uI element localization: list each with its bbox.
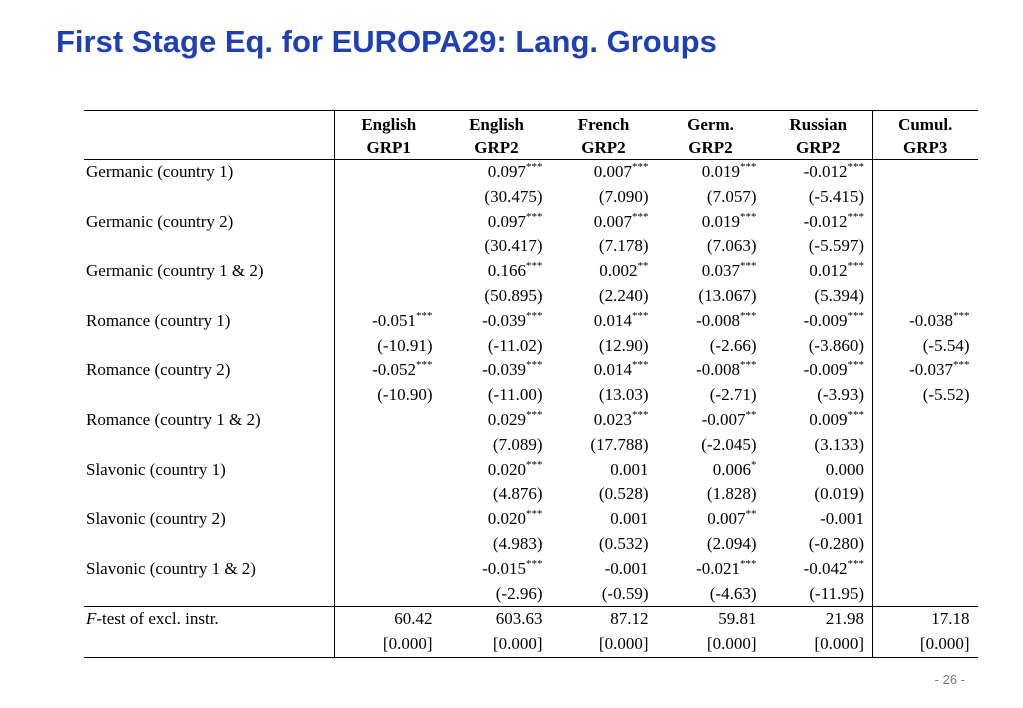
t-statistic-cell: (4.983) (492, 533, 543, 553)
coefficient-value: 0.020 (487, 459, 526, 479)
coefficient-value: -0.015 (482, 558, 526, 578)
t-statistic-cell: (5.394) (814, 285, 864, 305)
ftest-pvalue: [0.000] (765, 632, 873, 657)
t-statistic-cell: (2.094) (706, 533, 757, 553)
coefficient-cell (657, 458, 765, 483)
t-statistic-cell (335, 582, 443, 607)
coefficient-value: -0.038 (909, 310, 953, 330)
ftest-value: 59.81 (657, 607, 765, 632)
table-row-tstat (84, 185, 978, 210)
coefficient-cell (335, 557, 443, 582)
t-statistic-cell: (3.133) (814, 434, 864, 454)
coefficient-cell (443, 160, 551, 185)
ftest-pvalue: [0.000] (657, 632, 765, 657)
t-statistic-cell: (-4.63) (709, 583, 757, 603)
table-row-tstat (84, 433, 978, 458)
t-statistic-cell: (-0.280) (808, 533, 864, 553)
significance-stars: *** (847, 210, 864, 223)
significance-stars: *** (740, 309, 757, 322)
t-statistic-cell: (17.788) (590, 434, 649, 454)
t-statistic-cell: (-2.96) (495, 583, 543, 603)
ftest-pvalue: [0.000] (551, 632, 657, 657)
coefficient-value: -0.001 (820, 509, 864, 529)
coefficient-cell (443, 557, 551, 582)
t-statistic-cell: (-2.66) (709, 335, 757, 355)
t-statistic-cell: (7.063) (706, 236, 757, 256)
row-label-spacer (84, 185, 335, 210)
coefficient-value: -0.037 (909, 360, 953, 380)
coefficient-cell (765, 259, 873, 284)
t-statistic-cell: (-3.93) (817, 385, 864, 405)
t-statistic-cell (335, 234, 443, 259)
significance-stars: *** (740, 210, 757, 223)
coefficient-cell (551, 358, 657, 383)
coefficient-cell (657, 309, 765, 334)
t-statistic-cell: (-0.59) (601, 583, 649, 603)
t-statistic-cell: (1.828) (706, 484, 757, 504)
t-statistic-cell: (-10.91) (335, 334, 443, 359)
significance-stars: ** (745, 508, 757, 521)
coefficient-value: -0.021 (696, 558, 740, 578)
t-statistic-cell: (-11.02) (487, 335, 543, 355)
coefficient-value: 0.020 (487, 509, 526, 529)
t-statistic-cell (873, 234, 978, 259)
significance-stars: *** (632, 161, 649, 173)
t-statistic-cell (873, 185, 978, 210)
row-label-spacer (84, 532, 335, 557)
coefficient-value: 0.029 (487, 409, 526, 429)
coefficient-cell (443, 210, 551, 235)
column-header-line1: Cumul. (873, 111, 978, 137)
coefficient-cell (873, 458, 978, 483)
coefficient-cell (335, 408, 443, 433)
row-label: Slavonic (country 2) (86, 509, 226, 529)
significance-stars: *** (526, 359, 543, 372)
table-row-tstat (84, 234, 978, 259)
column-header-line1: English (335, 111, 443, 137)
column-header-line2: GRP2 (796, 138, 841, 157)
row-label-spacer (84, 482, 335, 507)
coefficient-cell (657, 210, 765, 235)
coefficient-value: -0.008 (696, 360, 740, 380)
significance-stars: * (751, 458, 757, 471)
coefficient-value: -0.008 (696, 310, 740, 330)
coefficient-cell (873, 259, 978, 284)
coefficient-value: 0.023 (593, 409, 632, 429)
t-statistic-cell (873, 284, 978, 309)
ftest-label-italic: F (86, 609, 97, 629)
column-header-line1: Russian (765, 111, 873, 137)
significance-stars: *** (526, 260, 543, 273)
significance-stars: *** (953, 309, 970, 322)
coefficient-cell (551, 458, 657, 483)
table-row (84, 358, 978, 383)
significance-stars: *** (632, 408, 649, 421)
row-label: Romance (country 1) (86, 310, 231, 330)
significance-stars: *** (526, 508, 543, 521)
coefficient-value: -0.007 (701, 409, 746, 429)
significance-stars: *** (526, 210, 543, 223)
coefficient-value: -0.001 (604, 558, 649, 578)
t-statistic-cell: (4.876) (492, 484, 543, 504)
row-label: Germanic (country 1 & 2) (86, 261, 264, 281)
coefficient-cell (443, 408, 551, 433)
table-row-tstat (84, 284, 978, 309)
table-row (84, 408, 978, 433)
t-statistic-cell: (-2.71) (709, 385, 757, 405)
coefficient-value: 0.019 (701, 211, 740, 231)
coefficient-value: 0.097 (487, 211, 526, 231)
t-statistic-cell: (0.019) (814, 484, 864, 504)
significance-stars: *** (416, 309, 433, 322)
column-header-line1: Germ. (657, 111, 765, 137)
t-statistic-cell (873, 582, 978, 607)
ftest-value: 603.63 (443, 607, 551, 632)
coefficient-cell (335, 210, 443, 235)
significance-stars: *** (632, 309, 649, 322)
column-header-line2: GRP2 (581, 138, 626, 157)
ftest-value: 87.12 (551, 607, 657, 632)
coefficient-value: -0.039 (482, 360, 526, 380)
table-row (84, 507, 978, 532)
column-header-line1: French (551, 111, 657, 137)
t-statistic-cell: (7.089) (492, 434, 543, 454)
t-statistic-cell: (13.067) (698, 285, 757, 305)
row-label: Slavonic (country 1 & 2) (86, 558, 256, 578)
coefficient-cell (657, 259, 765, 284)
ftest-value: 60.42 (335, 607, 443, 632)
ftest-pvalue: [0.000] (335, 632, 443, 657)
significance-stars: *** (526, 408, 543, 421)
t-statistic-cell: (-5.52) (873, 383, 978, 408)
coefficient-value: 0.097 (487, 162, 526, 181)
table-row-tstat (84, 383, 978, 408)
table-row-tstat (84, 582, 978, 607)
t-statistic-cell: (-5.597) (808, 236, 864, 256)
coefficient-cell (443, 259, 551, 284)
t-statistic-cell: (-5.415) (808, 186, 864, 206)
slide-title: First Stage Eq. for EUROPA29: Lang. Groups (56, 24, 717, 59)
coefficient-cell (765, 210, 873, 235)
ftest-label-rest: -test of excl. instr. (96, 609, 219, 629)
ftest-value: 21.98 (765, 607, 873, 632)
t-statistic-cell: (-2.045) (701, 434, 757, 454)
coefficient-cell (443, 309, 551, 334)
ftest-label-spacer (84, 632, 335, 657)
t-statistic-cell: (-3.860) (808, 335, 864, 355)
coefficient-cell (765, 458, 873, 483)
ftest-label (84, 607, 335, 632)
t-statistic-cell: (-10.90) (335, 383, 443, 408)
coefficient-value: 0.001 (610, 459, 649, 479)
row-label-spacer (84, 234, 335, 259)
coefficient-cell (443, 458, 551, 483)
coefficient-cell (443, 358, 551, 383)
significance-stars: *** (416, 359, 433, 372)
table-row-tstat (84, 334, 978, 359)
coefficient-value: -0.012 (803, 162, 848, 181)
significance-stars: *** (632, 210, 649, 223)
significance-stars: *** (740, 359, 757, 372)
table-row (84, 458, 978, 483)
coefficient-cell (551, 309, 657, 334)
significance-stars: *** (847, 309, 864, 322)
t-statistic-cell: (-5.54) (873, 334, 978, 359)
significance-stars: *** (632, 359, 649, 372)
significance-stars: *** (953, 359, 970, 372)
significance-stars: *** (526, 458, 543, 471)
significance-stars: *** (847, 408, 864, 421)
row-label: Germanic (country 2) (86, 211, 234, 231)
column-header-line2: GRP3 (873, 136, 978, 160)
coefficient-value: 0.037 (701, 261, 740, 281)
header-corner-lower (84, 136, 335, 160)
row-label-spacer (84, 334, 335, 359)
coefficient-cell (657, 507, 765, 532)
page-number: - 26 - (934, 672, 965, 687)
coefficient-cell (443, 507, 551, 532)
t-statistic-cell: (13.03) (598, 385, 649, 405)
coefficient-cell (765, 358, 873, 383)
coefficient-cell (551, 507, 657, 532)
coefficient-cell (657, 408, 765, 433)
coefficient-value: 0.166 (487, 261, 526, 281)
coefficient-value: -0.012 (803, 211, 848, 231)
ftest-pvalue: [0.000] (873, 632, 978, 657)
row-label-spacer (84, 284, 335, 309)
significance-stars: *** (526, 161, 543, 173)
t-statistic-cell (335, 532, 443, 557)
t-statistic-cell (873, 532, 978, 557)
coefficient-cell (657, 160, 765, 185)
coefficient-cell (765, 408, 873, 433)
significance-stars: ** (745, 408, 757, 421)
significance-stars: *** (847, 260, 864, 273)
row-label: Slavonic (country 1) (86, 459, 226, 479)
first-stage-results-table (84, 110, 978, 658)
coefficient-cell (335, 507, 443, 532)
t-statistic-cell: (-11.00) (487, 385, 543, 405)
coefficient-value: 0.009 (809, 409, 848, 429)
table-row (84, 259, 978, 284)
significance-stars: *** (847, 359, 864, 372)
t-statistic-cell: (12.90) (598, 335, 649, 355)
table-row (84, 557, 978, 582)
t-statistic-cell: (2.240) (598, 285, 649, 305)
coefficient-cell (335, 160, 443, 185)
coefficient-cell (335, 358, 443, 383)
coefficient-cell (873, 309, 978, 334)
coefficient-value: 0.001 (610, 509, 649, 529)
t-statistic-cell (335, 482, 443, 507)
coefficient-value: 0.002 (599, 261, 638, 281)
significance-stars: *** (740, 557, 757, 570)
coefficient-cell (551, 160, 657, 185)
coefficient-cell (873, 507, 978, 532)
t-statistic-cell: (-11.95) (809, 583, 864, 603)
coefficient-value: 0.007 (593, 162, 632, 181)
coefficient-value: -0.052 (372, 360, 416, 380)
t-statistic-cell: (0.532) (598, 533, 649, 553)
t-statistic-cell: (7.090) (598, 186, 649, 206)
column-header-line1: English (443, 111, 551, 137)
t-statistic-cell (335, 284, 443, 309)
row-label: Germanic (country 1) (84, 160, 335, 185)
ftest-row (84, 607, 978, 632)
row-label-spacer (84, 433, 335, 458)
table-row (84, 210, 978, 235)
coefficient-cell (873, 557, 978, 582)
coefficient-cell (551, 557, 657, 582)
coefficient-cell (551, 259, 657, 284)
coefficient-value: -0.009 (803, 360, 848, 380)
coefficient-value: -0.039 (482, 310, 526, 330)
table-row-tstat (84, 532, 978, 557)
row-label-spacer (84, 582, 335, 607)
coefficient-value: 0.019 (701, 162, 740, 181)
coefficient-value: 0.014 (593, 310, 632, 330)
significance-stars: *** (847, 161, 864, 173)
significance-stars: *** (526, 557, 543, 570)
coefficient-cell (873, 358, 978, 383)
significance-stars: ** (637, 260, 649, 273)
coefficient-cell (873, 160, 978, 185)
t-statistic-cell: (30.417) (484, 236, 543, 256)
coefficient-value: 0.007 (707, 509, 746, 529)
t-statistic-cell: (0.528) (598, 484, 649, 504)
column-header-line2: GRP2 (474, 138, 519, 157)
coefficient-value: -0.009 (803, 310, 848, 330)
coefficient-cell (765, 507, 873, 532)
significance-stars: *** (740, 161, 757, 173)
coefficient-cell (657, 557, 765, 582)
coefficient-value: -0.051 (372, 310, 416, 330)
table-row (84, 160, 978, 185)
t-statistic-cell: (7.178) (598, 236, 649, 256)
row-label-spacer (84, 383, 335, 408)
coefficient-value: 0.012 (809, 261, 848, 281)
table-row-tstat (84, 482, 978, 507)
significance-stars: *** (847, 557, 864, 570)
coefficient-value: 0.014 (593, 360, 632, 380)
coefficient-value: -0.042 (803, 558, 848, 578)
coefficient-value: 0.000 (825, 459, 864, 479)
column-header-line2: GRP2 (688, 138, 733, 157)
coefficient-cell (551, 408, 657, 433)
header-corner (84, 111, 335, 137)
coefficient-cell (335, 309, 443, 334)
coefficient-value: 0.007 (593, 211, 632, 231)
coefficient-cell (335, 458, 443, 483)
coefficient-cell (335, 259, 443, 284)
t-statistic-cell: (30.475) (484, 186, 543, 206)
coefficient-cell (657, 358, 765, 383)
column-header-line2: GRP1 (335, 136, 443, 160)
row-label: Romance (country 2) (86, 360, 231, 380)
coefficient-value: 0.006 (712, 459, 751, 479)
significance-stars: *** (740, 260, 757, 273)
significance-stars: *** (526, 309, 543, 322)
coefficient-cell (873, 210, 978, 235)
coefficient-cell (551, 210, 657, 235)
coefficient-cell (765, 557, 873, 582)
t-statistic-cell: (50.895) (484, 285, 543, 305)
table-row (84, 309, 978, 334)
coefficient-cell (873, 408, 978, 433)
ftest-pvalue: [0.000] (443, 632, 551, 657)
t-statistic-cell (335, 185, 443, 210)
t-statistic-cell (873, 482, 978, 507)
coefficient-cell (765, 309, 873, 334)
row-label: Romance (country 1 & 2) (86, 409, 261, 429)
t-statistic-cell (873, 433, 978, 458)
ftest-value: 17.18 (873, 607, 978, 632)
t-statistic-cell (335, 433, 443, 458)
ftest-pvalue-row (84, 632, 978, 657)
t-statistic-cell: (7.057) (706, 186, 757, 206)
coefficient-cell (765, 160, 873, 185)
